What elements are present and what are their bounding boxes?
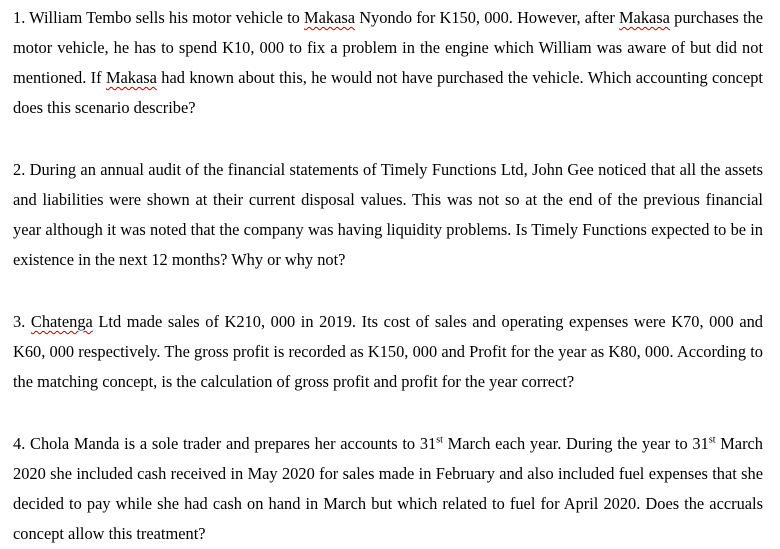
question-text: purchases the motor vehicle, he has to spend K10, 000 to fix a problem in the engine which William was aware of but did not mentioned. If [13,8,763,87]
question-text: Nyondo for K150, 000. However, after [355,8,619,27]
ordinal-suffix: st [436,434,443,446]
question-text: March each year. During the year to 31 [442,434,709,453]
question-number: 3. [13,312,26,331]
spellcheck-word: Makasa [304,8,356,27]
spellcheck-word: Chatenga [30,312,93,331]
question-text: had known about this, he would not have purchased the vehicle. Which accounting concept does this scenario describe? [13,68,763,117]
spellcheck-word: Makasa [105,68,157,87]
question-number: 4. [13,434,26,453]
question-2 [13,155,763,275]
question-text: Chola Manda is a sole trader and prepares her accounts to 31 [25,434,437,453]
question-text: March 2020 she included cash received in May 2020 for sales made in February and also included fuel expenses that she decided to pay while she had cash on hand in March but which related to fuel for April 2020. Does the accruals concept allow this treatment? [13,434,763,543]
document-body [13,3,763,549]
question-number: 2. [13,160,26,179]
question-4 [13,429,763,549]
question-text: Ltd made sales of K210, 000 in 2019. Its cost of sales and operating expenses were K70, 000 and K60, 000 respectively. The gross profit is recorded as K150, 000 and Profit for the year as K80, 000. According to the matching concept, is the calculation of gross profit and profit for the year correct? [13,312,763,391]
question-3 [13,307,763,397]
question-text: William Tembo sells his motor vehicle to [25,8,305,27]
question-number: 1. [13,8,26,27]
spellcheck-word: Makasa [618,8,670,27]
question-1 [13,3,763,123]
question-text: During an annual audit of the financial statements of Timely Functions Ltd, John Gee noticed that all the assets and liabilities were shown at their current disposal values. This was not so at the end of the previous financial year although it was noted that the company was having liquidity problems. Is Timely Functions expected to be in existence in the next 12 months? Why or why not? [13,160,763,269]
ordinal-suffix: st [708,434,716,446]
